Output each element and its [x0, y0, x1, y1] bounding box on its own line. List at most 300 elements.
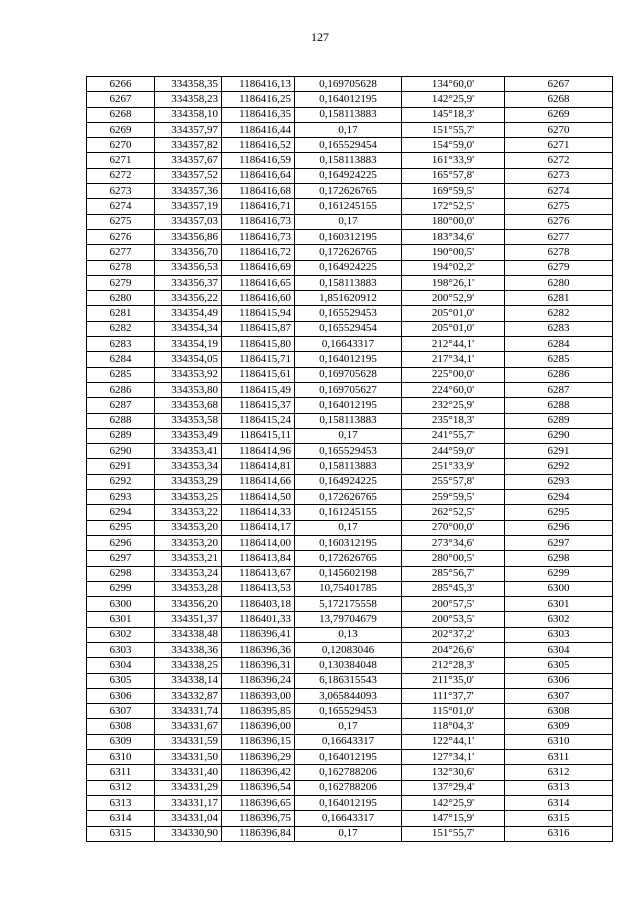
distance-cell: 13,79704679 [295, 612, 402, 627]
point-from-cell: 6292 [87, 474, 155, 489]
table-row [87, 490, 613, 505]
point-to-cell: 6276 [505, 214, 613, 229]
point-from-cell: 6307 [87, 704, 155, 719]
x-coordinate-cell: 334332,87 [155, 688, 222, 703]
point-from-cell: 6281 [87, 306, 155, 321]
x-coordinate-cell: 334330,90 [155, 826, 222, 841]
table-row [87, 627, 613, 642]
y-coordinate-cell: 1186416,71 [222, 199, 295, 214]
point-to-cell: 6296 [505, 520, 613, 535]
y-coordinate-cell: 1186396,65 [222, 795, 295, 810]
bearing-cell: 145°18,3' [402, 107, 505, 122]
bearing-cell: 127°34,1' [402, 750, 505, 765]
y-coordinate-cell: 1186416,73 [222, 229, 295, 244]
point-from-cell: 6295 [87, 520, 155, 535]
point-from-cell: 6285 [87, 367, 155, 382]
y-coordinate-cell: 1186416,60 [222, 291, 295, 306]
table-row [87, 168, 613, 183]
point-to-cell: 6283 [505, 321, 613, 336]
distance-cell: 0,158113883 [295, 459, 402, 474]
y-coordinate-cell: 1186403,18 [222, 597, 295, 612]
table-row [87, 551, 613, 566]
x-coordinate-cell: 334331,29 [155, 780, 222, 795]
point-to-cell: 6287 [505, 382, 613, 397]
x-coordinate-cell: 334338,48 [155, 627, 222, 642]
x-coordinate-cell: 334331,67 [155, 719, 222, 734]
bearing-cell: 134°60,0' [402, 77, 505, 92]
point-to-cell: 6268 [505, 92, 613, 107]
x-coordinate-cell: 334338,14 [155, 673, 222, 688]
bearing-cell: 259°59,5' [402, 490, 505, 505]
x-coordinate-cell: 334357,97 [155, 122, 222, 137]
y-coordinate-cell: 1186416,68 [222, 184, 295, 199]
point-from-cell: 6310 [87, 750, 155, 765]
table-row [87, 673, 613, 688]
table-row [87, 444, 613, 459]
y-coordinate-cell: 1186416,73 [222, 214, 295, 229]
x-coordinate-cell: 334356,22 [155, 291, 222, 306]
y-coordinate-cell: 1186415,37 [222, 398, 295, 413]
distance-cell: 0,17 [295, 122, 402, 137]
bearing-cell: 115°01,0' [402, 704, 505, 719]
table-row [87, 428, 613, 443]
table-row [87, 92, 613, 107]
y-coordinate-cell: 1186413,53 [222, 581, 295, 596]
bearing-cell: 202°37,2' [402, 627, 505, 642]
bearing-cell: 161°33,9' [402, 153, 505, 168]
y-coordinate-cell: 1186416,35 [222, 107, 295, 122]
x-coordinate-cell: 334358,35 [155, 77, 222, 92]
point-to-cell: 6316 [505, 826, 613, 841]
y-coordinate-cell: 1186413,67 [222, 566, 295, 581]
distance-cell: 3,065844093 [295, 688, 402, 703]
point-from-cell: 6303 [87, 642, 155, 657]
point-to-cell: 6314 [505, 795, 613, 810]
distance-cell: 0,164012195 [295, 352, 402, 367]
x-coordinate-cell: 334353,58 [155, 413, 222, 428]
x-coordinate-cell: 334358,10 [155, 107, 222, 122]
table-row [87, 474, 613, 489]
point-to-cell: 6306 [505, 673, 613, 688]
bearing-cell: 151°55,7' [402, 826, 505, 841]
table-row [87, 719, 613, 734]
distance-cell: 0,13 [295, 627, 402, 642]
distance-cell: 0,12083046 [295, 642, 402, 657]
y-coordinate-cell: 1186396,42 [222, 765, 295, 780]
distance-cell: 0,172626765 [295, 184, 402, 199]
table-row [87, 535, 613, 550]
table-row [87, 199, 613, 214]
point-to-cell: 6267 [505, 77, 613, 92]
bearing-cell: 270°00,0' [402, 520, 505, 535]
point-from-cell: 6299 [87, 581, 155, 596]
point-from-cell: 6278 [87, 260, 155, 275]
x-coordinate-cell: 334358,23 [155, 92, 222, 107]
bearing-cell: 151°55,7' [402, 122, 505, 137]
distance-cell: 0,158113883 [295, 275, 402, 290]
table-row [87, 107, 613, 122]
x-coordinate-cell: 334353,68 [155, 398, 222, 413]
table-row [87, 367, 613, 382]
point-to-cell: 6275 [505, 199, 613, 214]
bearing-cell: 255°57,8' [402, 474, 505, 489]
y-coordinate-cell: 1186396,00 [222, 719, 295, 734]
y-coordinate-cell: 1186413,84 [222, 551, 295, 566]
distance-cell: 0,165529454 [295, 138, 402, 153]
y-coordinate-cell: 1186414,17 [222, 520, 295, 535]
point-to-cell: 6288 [505, 398, 613, 413]
distance-cell: 0,169705628 [295, 367, 402, 382]
point-to-cell: 6305 [505, 658, 613, 673]
point-to-cell: 6301 [505, 597, 613, 612]
point-from-cell: 6314 [87, 811, 155, 826]
y-coordinate-cell: 1186416,25 [222, 92, 295, 107]
table-row [87, 658, 613, 673]
point-from-cell: 6308 [87, 719, 155, 734]
point-to-cell: 6310 [505, 734, 613, 749]
x-coordinate-cell: 334331,40 [155, 765, 222, 780]
distance-cell: 0,16643317 [295, 811, 402, 826]
bearing-cell: 280°00,5' [402, 551, 505, 566]
table-row [87, 750, 613, 765]
bearing-cell: 165°57,8' [402, 168, 505, 183]
y-coordinate-cell: 1186414,96 [222, 444, 295, 459]
bearing-cell: 169°59,5' [402, 184, 505, 199]
point-from-cell: 6301 [87, 612, 155, 627]
distance-cell: 0,172626765 [295, 490, 402, 505]
bearing-cell: 142°25,9' [402, 795, 505, 810]
table-row [87, 214, 613, 229]
y-coordinate-cell: 1186415,24 [222, 413, 295, 428]
page-number: 127 [311, 30, 329, 44]
y-coordinate-cell: 1186414,00 [222, 535, 295, 550]
x-coordinate-cell: 334338,25 [155, 658, 222, 673]
point-from-cell: 6286 [87, 382, 155, 397]
y-coordinate-cell: 1186414,33 [222, 505, 295, 520]
distance-cell: 5,172175558 [295, 597, 402, 612]
point-from-cell: 6271 [87, 153, 155, 168]
distance-cell: 0,17 [295, 826, 402, 841]
table-row [87, 77, 613, 92]
bearing-cell: 285°56,7' [402, 566, 505, 581]
x-coordinate-cell: 334356,70 [155, 245, 222, 260]
point-to-cell: 6279 [505, 260, 613, 275]
point-from-cell: 6280 [87, 291, 155, 306]
point-from-cell: 6304 [87, 658, 155, 673]
x-coordinate-cell: 334357,52 [155, 168, 222, 183]
distance-cell: 0,164924225 [295, 474, 402, 489]
bearing-cell: 244°59,0' [402, 444, 505, 459]
distance-cell: 0,17 [295, 719, 402, 734]
y-coordinate-cell: 1186396,24 [222, 673, 295, 688]
x-coordinate-cell: 334353,24 [155, 566, 222, 581]
point-to-cell: 6289 [505, 413, 613, 428]
point-from-cell: 6305 [87, 673, 155, 688]
x-coordinate-cell: 334354,19 [155, 337, 222, 352]
x-coordinate-cell: 334353,22 [155, 505, 222, 520]
y-coordinate-cell: 1186415,87 [222, 321, 295, 336]
point-from-cell: 6266 [87, 77, 155, 92]
y-coordinate-cell: 1186415,61 [222, 367, 295, 382]
point-from-cell: 6294 [87, 505, 155, 520]
distance-cell: 0,17 [295, 214, 402, 229]
distance-cell: 0,164012195 [295, 795, 402, 810]
point-from-cell: 6282 [87, 321, 155, 336]
table-row [87, 811, 613, 826]
distance-cell: 0,172626765 [295, 245, 402, 260]
bearing-cell: 211°35,0' [402, 673, 505, 688]
point-to-cell: 6273 [505, 168, 613, 183]
x-coordinate-cell: 334331,50 [155, 750, 222, 765]
distance-cell: 0,162788206 [295, 765, 402, 780]
point-to-cell: 6292 [505, 459, 613, 474]
point-to-cell: 6274 [505, 184, 613, 199]
x-coordinate-cell: 334353,34 [155, 459, 222, 474]
bearing-cell: 217°34,1' [402, 352, 505, 367]
distance-cell: 0,17 [295, 428, 402, 443]
distance-cell: 0,164012195 [295, 750, 402, 765]
bearing-cell: 180°00,0' [402, 214, 505, 229]
distance-cell: 0,158113883 [295, 413, 402, 428]
x-coordinate-cell: 334353,29 [155, 474, 222, 489]
bearing-cell: 285°45,3' [402, 581, 505, 596]
bearing-cell: 122°44,1' [402, 734, 505, 749]
point-from-cell: 6274 [87, 199, 155, 214]
y-coordinate-cell: 1186416,64 [222, 168, 295, 183]
table-row [87, 337, 613, 352]
point-to-cell: 6272 [505, 153, 613, 168]
table-row [87, 291, 613, 306]
distance-cell: 0,164924225 [295, 168, 402, 183]
table-row [87, 612, 613, 627]
table-row [87, 581, 613, 596]
point-to-cell: 6298 [505, 551, 613, 566]
y-coordinate-cell: 1186396,36 [222, 642, 295, 657]
point-to-cell: 6311 [505, 750, 613, 765]
point-to-cell: 6294 [505, 490, 613, 505]
bearing-cell: 224°60,0' [402, 382, 505, 397]
distance-cell: 0,17 [295, 520, 402, 535]
table-row [87, 704, 613, 719]
distance-cell: 0,165529454 [295, 321, 402, 336]
y-coordinate-cell: 1186396,54 [222, 780, 295, 795]
y-coordinate-cell: 1186415,94 [222, 306, 295, 321]
point-from-cell: 6273 [87, 184, 155, 199]
bearing-cell: 147°15,9' [402, 811, 505, 826]
x-coordinate-cell: 334351,37 [155, 612, 222, 627]
point-to-cell: 6313 [505, 780, 613, 795]
bearing-cell: 251°33,9' [402, 459, 505, 474]
y-coordinate-cell: 1186416,52 [222, 138, 295, 153]
point-from-cell: 6275 [87, 214, 155, 229]
distance-cell: 0,164012195 [295, 92, 402, 107]
table-row [87, 826, 613, 841]
distance-cell: 1,851620912 [295, 291, 402, 306]
point-from-cell: 6277 [87, 245, 155, 260]
table-row [87, 780, 613, 795]
y-coordinate-cell: 1186415,71 [222, 352, 295, 367]
bearing-cell: 212°44,1' [402, 337, 505, 352]
bearing-cell: 225°00,0' [402, 367, 505, 382]
distance-cell: 0,169705628 [295, 77, 402, 92]
x-coordinate-cell: 334353,49 [155, 428, 222, 443]
point-from-cell: 6313 [87, 795, 155, 810]
y-coordinate-cell: 1186396,41 [222, 627, 295, 642]
x-coordinate-cell: 334338,36 [155, 642, 222, 657]
table-row [87, 245, 613, 260]
point-from-cell: 6289 [87, 428, 155, 443]
y-coordinate-cell: 1186416,65 [222, 275, 295, 290]
coordinates-table-body [87, 77, 613, 842]
x-coordinate-cell: 334331,04 [155, 811, 222, 826]
y-coordinate-cell: 1186416,59 [222, 153, 295, 168]
bearing-cell: 132°30,6' [402, 765, 505, 780]
distance-cell: 0,161245155 [295, 199, 402, 214]
bearing-cell: 205°01,0' [402, 306, 505, 321]
distance-cell: 0,165529453 [295, 444, 402, 459]
x-coordinate-cell: 334353,25 [155, 490, 222, 505]
distance-cell: 0,164924225 [295, 260, 402, 275]
distance-cell: 0,160312195 [295, 535, 402, 550]
distance-cell: 0,162788206 [295, 780, 402, 795]
distance-cell: 0,145602198 [295, 566, 402, 581]
point-from-cell: 6311 [87, 765, 155, 780]
point-from-cell: 6268 [87, 107, 155, 122]
distance-cell: 0,16643317 [295, 337, 402, 352]
y-coordinate-cell: 1186393,00 [222, 688, 295, 703]
x-coordinate-cell: 334331,17 [155, 795, 222, 810]
table-row [87, 122, 613, 137]
bearing-cell: 273°34,6' [402, 535, 505, 550]
x-coordinate-cell: 334357,36 [155, 184, 222, 199]
x-coordinate-cell: 334357,03 [155, 214, 222, 229]
point-from-cell: 6291 [87, 459, 155, 474]
bearing-cell: 194°02,2' [402, 260, 505, 275]
table-row [87, 688, 613, 703]
point-to-cell: 6309 [505, 719, 613, 734]
distance-cell: 0,158113883 [295, 107, 402, 122]
table-row [87, 795, 613, 810]
point-to-cell: 6282 [505, 306, 613, 321]
table-row [87, 597, 613, 612]
distance-cell: 0,164012195 [295, 398, 402, 413]
point-from-cell: 6309 [87, 734, 155, 749]
table-row [87, 306, 613, 321]
point-to-cell: 6297 [505, 535, 613, 550]
point-to-cell: 6315 [505, 811, 613, 826]
table-row [87, 382, 613, 397]
point-to-cell: 6278 [505, 245, 613, 260]
distance-cell: 0,158113883 [295, 153, 402, 168]
x-coordinate-cell: 334331,59 [155, 734, 222, 749]
table-row [87, 459, 613, 474]
point-from-cell: 6267 [87, 92, 155, 107]
distance-cell: 0,16643317 [295, 734, 402, 749]
point-to-cell: 6280 [505, 275, 613, 290]
bearing-cell: 118°04,3' [402, 719, 505, 734]
y-coordinate-cell: 1186415,49 [222, 382, 295, 397]
bearing-cell: 137°29,4' [402, 780, 505, 795]
x-coordinate-cell: 334331,74 [155, 704, 222, 719]
x-coordinate-cell: 334353,92 [155, 367, 222, 382]
bearing-cell: 142°25,9' [402, 92, 505, 107]
y-coordinate-cell: 1186416,13 [222, 77, 295, 92]
point-to-cell: 6295 [505, 505, 613, 520]
y-coordinate-cell: 1186396,75 [222, 811, 295, 826]
distance-cell: 0,160312195 [295, 229, 402, 244]
point-from-cell: 6283 [87, 337, 155, 352]
point-to-cell: 6281 [505, 291, 613, 306]
y-coordinate-cell: 1186396,15 [222, 734, 295, 749]
x-coordinate-cell: 334354,05 [155, 352, 222, 367]
table-row [87, 765, 613, 780]
point-from-cell: 6276 [87, 229, 155, 244]
table-row [87, 229, 613, 244]
y-coordinate-cell: 1186415,11 [222, 428, 295, 443]
point-to-cell: 6284 [505, 337, 613, 352]
bearing-cell: 212°28,3' [402, 658, 505, 673]
x-coordinate-cell: 334354,34 [155, 321, 222, 336]
x-coordinate-cell: 334357,82 [155, 138, 222, 153]
point-to-cell: 6304 [505, 642, 613, 657]
x-coordinate-cell: 334357,67 [155, 153, 222, 168]
y-coordinate-cell: 1186396,84 [222, 826, 295, 841]
x-coordinate-cell: 334356,37 [155, 275, 222, 290]
point-from-cell: 6302 [87, 627, 155, 642]
table-row [87, 138, 613, 153]
table-row [87, 505, 613, 520]
table-row [87, 275, 613, 290]
point-from-cell: 6298 [87, 566, 155, 581]
point-from-cell: 6270 [87, 138, 155, 153]
point-from-cell: 6296 [87, 535, 155, 550]
point-from-cell: 6293 [87, 490, 155, 505]
bearing-cell: 241°55,7' [402, 428, 505, 443]
distance-cell: 0,165529453 [295, 306, 402, 321]
point-from-cell: 6269 [87, 122, 155, 137]
table-row [87, 734, 613, 749]
point-from-cell: 6272 [87, 168, 155, 183]
bearing-cell: 190°00,5' [402, 245, 505, 260]
point-to-cell: 6291 [505, 444, 613, 459]
table-row [87, 153, 613, 168]
bearing-cell: 232°25,9' [402, 398, 505, 413]
bearing-cell: 198°26,1' [402, 275, 505, 290]
x-coordinate-cell: 334356,20 [155, 597, 222, 612]
bearing-cell: 183°34,6' [402, 229, 505, 244]
point-to-cell: 6269 [505, 107, 613, 122]
point-from-cell: 6287 [87, 398, 155, 413]
table-row [87, 413, 613, 428]
table-row [87, 566, 613, 581]
x-coordinate-cell: 334357,19 [155, 199, 222, 214]
point-to-cell: 6293 [505, 474, 613, 489]
y-coordinate-cell: 1186416,72 [222, 245, 295, 260]
table-row [87, 260, 613, 275]
point-to-cell: 6302 [505, 612, 613, 627]
x-coordinate-cell: 334353,80 [155, 382, 222, 397]
bearing-cell: 111°37,7' [402, 688, 505, 703]
distance-cell: 6,186315543 [295, 673, 402, 688]
x-coordinate-cell: 334353,20 [155, 520, 222, 535]
point-to-cell: 6308 [505, 704, 613, 719]
point-to-cell: 6285 [505, 352, 613, 367]
y-coordinate-cell: 1186414,81 [222, 459, 295, 474]
x-coordinate-cell: 334354,49 [155, 306, 222, 321]
point-to-cell: 6312 [505, 765, 613, 780]
distance-cell: 0,169705627 [295, 382, 402, 397]
distance-cell: 0,165529453 [295, 704, 402, 719]
